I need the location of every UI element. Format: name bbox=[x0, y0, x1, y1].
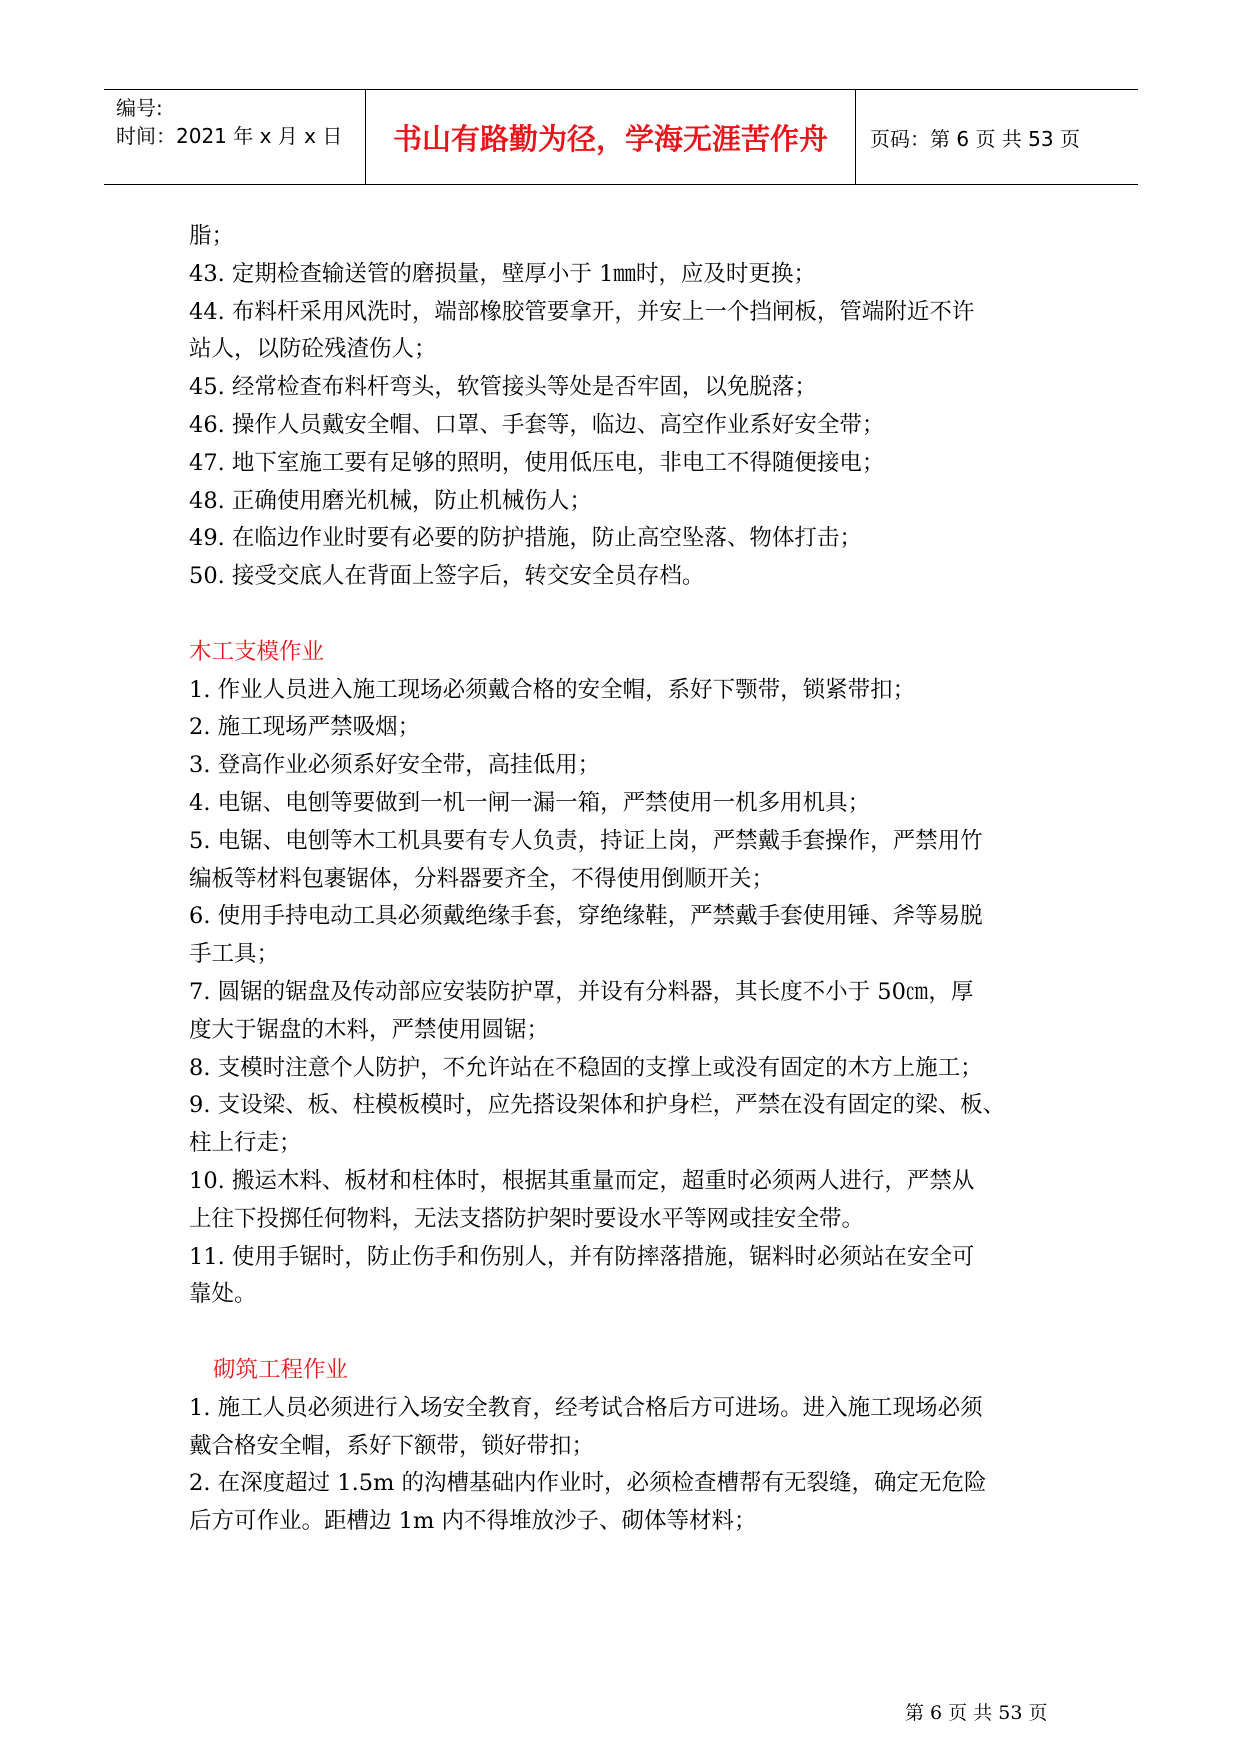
text-line: 45. 经常检查布料杆弯头，软管接头等处是否牢固，以免脱落； bbox=[189, 374, 817, 401]
code-label: 编号: bbox=[116, 96, 163, 120]
header-meta bbox=[104, 90, 366, 184]
page-header bbox=[104, 89, 1138, 185]
text-line: 脂； bbox=[189, 223, 235, 249]
text-line: 47. 地下室施工要有足够的照明，使用低压电，非电工不得随便接电； bbox=[189, 449, 885, 476]
text-line: 9. 支设梁、板、柱模板模时，应先搭设架体和护身栏，严禁在没有固定的梁、板、 bbox=[189, 1092, 1006, 1119]
text-line: 50. 接受交底人在背面上签字后，转交安全员存档。 bbox=[189, 563, 705, 590]
text-line: 1. 作业人员进入施工现场必须戴合格的安全帽，系好下颚带，锁紧带扣； bbox=[189, 676, 916, 703]
text-line: 站人，以防砼残渣伤人； bbox=[189, 336, 437, 363]
list-c bbox=[189, 1390, 1069, 1541]
text-line: 1. 施工人员必须进行入场安全教育，经考试合格后方可进场。进入施工现场必须 bbox=[189, 1394, 983, 1421]
text-line: 5. 电锯、电刨等木工机具要有专人负责，持证上岗，严禁戴手套操作，严禁用竹 bbox=[189, 827, 983, 854]
text-line: 49. 在临边作业时要有必要的防护措施，防止高空坠落、物体打击； bbox=[189, 525, 862, 552]
text-line: 6. 使用手持电动工具必须戴绝缘手套，穿绝缘鞋，严禁戴手套使用锤、斧等易脱 bbox=[189, 903, 983, 930]
text-line: 4. 电锯、电刨等要做到一机一闸一漏一箱，严禁使用一机多用机具； bbox=[189, 789, 871, 816]
text-line: 度大于锯盘的木料，严禁使用圆锯； bbox=[189, 1016, 550, 1043]
text-line: 8. 支模时注意个人防护，不允许站在不稳固的支撑上或没有固定的木方上施工； bbox=[189, 1054, 983, 1081]
text-line: 3. 登高作业必须系好安全带，高挂低用； bbox=[189, 752, 601, 779]
text-line: 48. 正确使用磨光机械，防止机械伤人； bbox=[189, 487, 592, 514]
text-line: 11. 使用手锯时，防止伤手和伤别人，并有防摔落措施，锯料时必须站在安全可 bbox=[189, 1243, 975, 1270]
text-line: 2. 施工现场严禁吸烟； bbox=[189, 714, 421, 741]
text-line: 2. 在深度超过 1.5m 的沟槽基础内作业时，必须检查槽帮有无裂缝，确定无危险 bbox=[189, 1470, 987, 1497]
text-line: 上往下投掷任何物料，无法支搭防护架时要设水平等网或挂安全带。 bbox=[189, 1205, 865, 1232]
text-line: 46. 操作人员戴安全帽、口罩、手套等，临边、高空作业系好安全带； bbox=[189, 411, 885, 438]
text-line: 10. 搬运木料、板材和柱体时，根据其重量而定，超重时必须两人进行，严禁从 bbox=[189, 1167, 975, 1194]
text-line: 柱上行走； bbox=[189, 1130, 302, 1157]
text-line: 后方可作业。距槽边 1m 内不得堆放沙子、砌体等材料； bbox=[189, 1508, 757, 1535]
page-footer: 第 6 页 共 53 页 bbox=[905, 1702, 1048, 1724]
text-line: 靠处。 bbox=[189, 1281, 257, 1308]
list-a bbox=[189, 218, 1069, 596]
document-body bbox=[189, 218, 1069, 1541]
text-line: 编板等材料包裹锯体，分料器要齐全，不得使用倒顺开关； bbox=[189, 865, 775, 892]
text-line: 43. 定期检查输送管的磨损量，壁厚小于 1㎜时，应及时更换； bbox=[189, 260, 816, 287]
text-line: 7. 圆锯的锯盘及传动部应安装防护罩，并设有分料器，其长度不小于 50㎝，厚 bbox=[189, 978, 974, 1005]
time-label: 时间：2021 年 x 月 x 日 bbox=[116, 124, 343, 148]
section-title-masonry: 砌筑工程作业 bbox=[213, 1356, 349, 1383]
text-line: 手工具； bbox=[189, 941, 280, 968]
header-page-info: 页码：第 6 页 共 53 页 bbox=[870, 126, 1080, 151]
header-motto: 书山有路勤为径，学海无涯苦作舟 bbox=[366, 90, 856, 184]
text-line: 44. 布料杆采用风洗时，端部橡胶管要拿开，并安上一个挡闸板，管端附近不许 bbox=[189, 298, 975, 325]
text-line: 戴合格安全帽，系好下额带，锁好带扣； bbox=[189, 1432, 595, 1459]
section-title-formwork: 木工支模作业 bbox=[189, 638, 325, 665]
list-b bbox=[189, 672, 1069, 1315]
